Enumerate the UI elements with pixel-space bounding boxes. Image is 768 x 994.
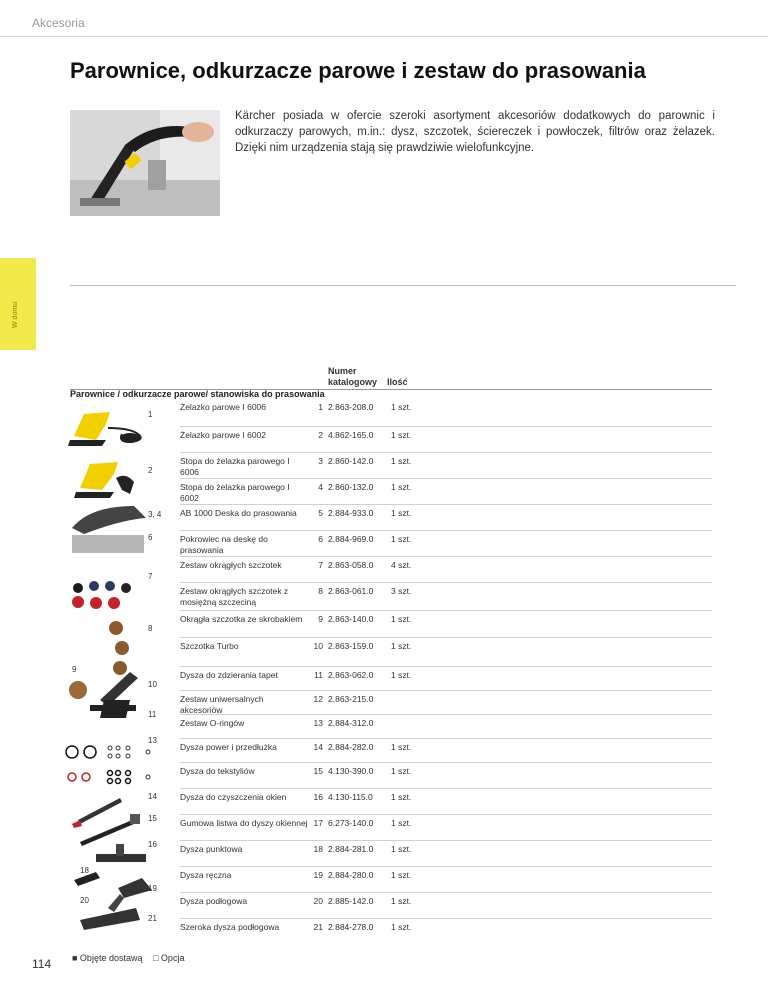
- quantity: 4 szt.: [391, 560, 412, 570]
- figure-number-13: 13: [148, 736, 157, 745]
- table-row: [180, 738, 712, 763]
- steam-cleaner-photo: [70, 110, 220, 216]
- quantity: 1 szt.: [391, 402, 412, 412]
- item-number: 18: [313, 844, 323, 854]
- catalog-number: 2.863-140.0: [328, 614, 374, 624]
- figure-number-3-4: 3, 4: [148, 510, 162, 519]
- table-row: [180, 762, 712, 789]
- item-name: Dysza do czyszczenia okien: [180, 792, 287, 802]
- section-divider: [70, 285, 736, 286]
- item-number: 16: [313, 792, 323, 802]
- quantity: 1 szt.: [391, 508, 412, 518]
- item-name: Stopa do żelazka parowego I 6006: [180, 456, 290, 477]
- quantity: 1 szt.: [391, 922, 412, 932]
- item-name: AB 1000 Deska do prasowania: [180, 508, 297, 518]
- page-title: Parownice, odkurzacze parowe i zestaw do prasowania: [70, 58, 646, 83]
- item-number: 21: [313, 922, 323, 932]
- catalog-number: 2.884-969.0: [328, 534, 374, 544]
- item-number: 20: [313, 896, 323, 906]
- figure-number-20: 20: [80, 896, 89, 905]
- catalog-number: 4.862-165.0: [328, 430, 374, 440]
- intro-text: Kärcher posiada w ofercie szeroki asortyment akcesoriów dodatkowych do parownic i odkurzaczy parowych, m.in.: dysz, szczotek, ściereczek i powłoczek, filtrów oraz żelazek. Dzięki nim urządzenia stają się prawdziwie wielofunkcyjne.: [235, 110, 715, 154]
- figure-number-2: 2: [148, 466, 153, 475]
- item-number: 11: [314, 670, 323, 680]
- figure-number-11: 11: [148, 710, 157, 719]
- table-row: [180, 714, 712, 739]
- quantity: 1 szt.: [391, 792, 412, 802]
- item-number: 3: [318, 456, 323, 466]
- accessory-illustrations: [60, 400, 170, 950]
- figure-number-19: 19: [148, 884, 157, 893]
- catalog-number: 2.863-159.0: [328, 641, 374, 651]
- catalog-number: 4.130-115.0: [328, 792, 373, 802]
- item-name: Dysza podłogowa: [180, 896, 248, 906]
- table-row: [180, 556, 712, 583]
- item-number: 6: [318, 534, 323, 544]
- item-number: 5: [318, 508, 323, 518]
- quantity: 1 szt.: [391, 670, 412, 680]
- side-tab-label: W domu: [12, 301, 19, 328]
- figure-number-16: 16: [148, 840, 157, 849]
- item-name: Pokrowiec na deskę do prasowania: [180, 534, 268, 555]
- table-row: [180, 610, 712, 638]
- item-name: Dysza ręczna: [180, 870, 232, 880]
- column-header-qty: Ilość: [387, 377, 408, 387]
- figure-number-9: 9: [72, 665, 77, 674]
- catalog-number: 2.863-062.0: [328, 670, 374, 680]
- figure-number-7: 7: [148, 572, 153, 581]
- column-header-catalog-line2: katalogowy: [328, 377, 378, 387]
- quantity: 1 szt.: [391, 482, 412, 492]
- table-row: [180, 426, 712, 453]
- section-label: Akcesoria: [32, 16, 85, 30]
- top-divider: [0, 36, 768, 37]
- quantity: 1 szt.: [391, 844, 412, 854]
- side-tab: [0, 258, 36, 350]
- item-name: Stopa do żelazka parowego I 6002: [180, 482, 290, 503]
- figure-number-10: 10: [148, 680, 157, 689]
- legend-option: □ Opcja: [153, 953, 185, 963]
- item-number: 10: [313, 641, 323, 651]
- item-name: Dysza punktowa: [180, 844, 243, 854]
- item-number: 14: [313, 742, 323, 752]
- item-number: 9: [318, 614, 323, 624]
- item-name: Dysza power i przedłużka: [180, 742, 277, 752]
- table-row: [180, 478, 712, 505]
- quantity: 3 szt.: [391, 586, 412, 596]
- product-images: [60, 400, 170, 950]
- item-name: Zestaw O-ringów: [180, 718, 245, 728]
- quantity: 1 szt.: [391, 818, 412, 828]
- catalog-number: 2.884-281.0: [328, 844, 374, 854]
- catalog-number: 2.884-282.0: [328, 742, 374, 752]
- legend: [72, 953, 192, 963]
- item-number: 12: [313, 694, 323, 704]
- figure-number-6: 6: [148, 533, 153, 542]
- item-number: 8: [318, 586, 323, 596]
- catalog-number: 2.863-208.0: [328, 402, 374, 412]
- item-number: 2: [318, 430, 323, 440]
- item-name: Dysza do tekstyliów: [180, 766, 255, 776]
- item-name: Dysza do zdzierania tapet: [180, 670, 278, 680]
- table-row: [180, 452, 712, 479]
- quantity: 1 szt.: [391, 641, 412, 651]
- quantity: 1 szt.: [391, 766, 412, 776]
- item-number: 7: [318, 560, 323, 570]
- table-row: [180, 866, 712, 893]
- column-header-catalog-line1: Numer: [328, 366, 357, 376]
- catalog-number: 2.884-278.0: [328, 922, 374, 932]
- table-row: [180, 918, 712, 945]
- catalog-number: 2.884-280.0: [328, 870, 374, 880]
- table-row: [180, 892, 712, 919]
- figure-number-1: 1: [148, 410, 153, 419]
- table-row: [180, 582, 712, 611]
- table-row: [180, 530, 712, 557]
- catalog-number: 2.884-312.0: [328, 718, 374, 728]
- table-row: [180, 504, 712, 531]
- table-row: [180, 637, 712, 667]
- item-name: Szeroka dysza podłogowa: [180, 922, 280, 932]
- quantity: 1 szt.: [391, 456, 412, 466]
- catalog-number: 2.863-215.0: [328, 694, 374, 704]
- quantity: 1 szt.: [391, 742, 412, 752]
- quantity: 1 szt.: [391, 430, 412, 440]
- item-name: Szczotka Turbo: [180, 641, 239, 651]
- quantity: 1 szt.: [391, 870, 412, 880]
- item-name: Zestaw uniwersalnych akcesoriów: [180, 694, 264, 715]
- figure-number-8: 8: [148, 624, 153, 633]
- catalog-number: 2.884-933.0: [328, 508, 374, 518]
- column-header-catalog: [328, 366, 377, 388]
- table-row: [180, 399, 712, 426]
- figure-number-14: 14: [148, 792, 157, 801]
- item-name: Żelazko parowe I 6006: [180, 402, 266, 412]
- catalog-number: 2.885-142.0: [328, 896, 374, 906]
- table-row: [180, 666, 712, 691]
- hero-photo: [70, 110, 220, 216]
- item-name: Zestaw okrągłych szczotek z mosiężną szczeciną: [180, 586, 289, 607]
- figure-number-21: 21: [148, 914, 157, 923]
- catalog-number: 4.130-390.0: [328, 766, 374, 776]
- catalog-number: 2.863-061.0: [328, 586, 374, 596]
- quantity: 1 szt.: [391, 896, 412, 906]
- table-row: [180, 788, 712, 815]
- page-number: 114: [32, 957, 52, 971]
- item-number: 19: [313, 870, 323, 880]
- quantity: 1 szt.: [391, 614, 412, 624]
- item-name: Żelazko parowe I 6002: [180, 430, 266, 440]
- legend-included: ■ Objęte dostawą: [72, 953, 143, 963]
- item-name: Okrągła szczotka ze skrobakiem: [180, 614, 303, 624]
- catalog-number: 2.860-132.0: [328, 482, 374, 492]
- figure-number-15: 15: [148, 814, 157, 823]
- table-row: [180, 840, 712, 867]
- catalog-number: 2.863-058.0: [328, 560, 374, 570]
- catalog-number: 6.273-140.0: [328, 818, 374, 828]
- item-number: 1: [318, 402, 323, 412]
- item-name: Zestaw okrągłych szczotek: [180, 560, 282, 570]
- figure-number-18: 18: [80, 866, 89, 875]
- item-number: 4: [318, 482, 323, 492]
- item-name: Gumowa listwa do dyszy okiennej: [180, 818, 308, 828]
- catalog-number: 2.860-142.0: [328, 456, 374, 466]
- quantity: 1 szt.: [391, 534, 412, 544]
- table-row: [180, 814, 712, 841]
- table-row: [180, 690, 712, 715]
- item-number: 15: [313, 766, 323, 776]
- item-number: 13: [313, 718, 323, 728]
- item-number: 17: [313, 818, 323, 828]
- group-title: Parownice / odkurzacze parowe/ stanowiska do prasowania: [70, 389, 325, 399]
